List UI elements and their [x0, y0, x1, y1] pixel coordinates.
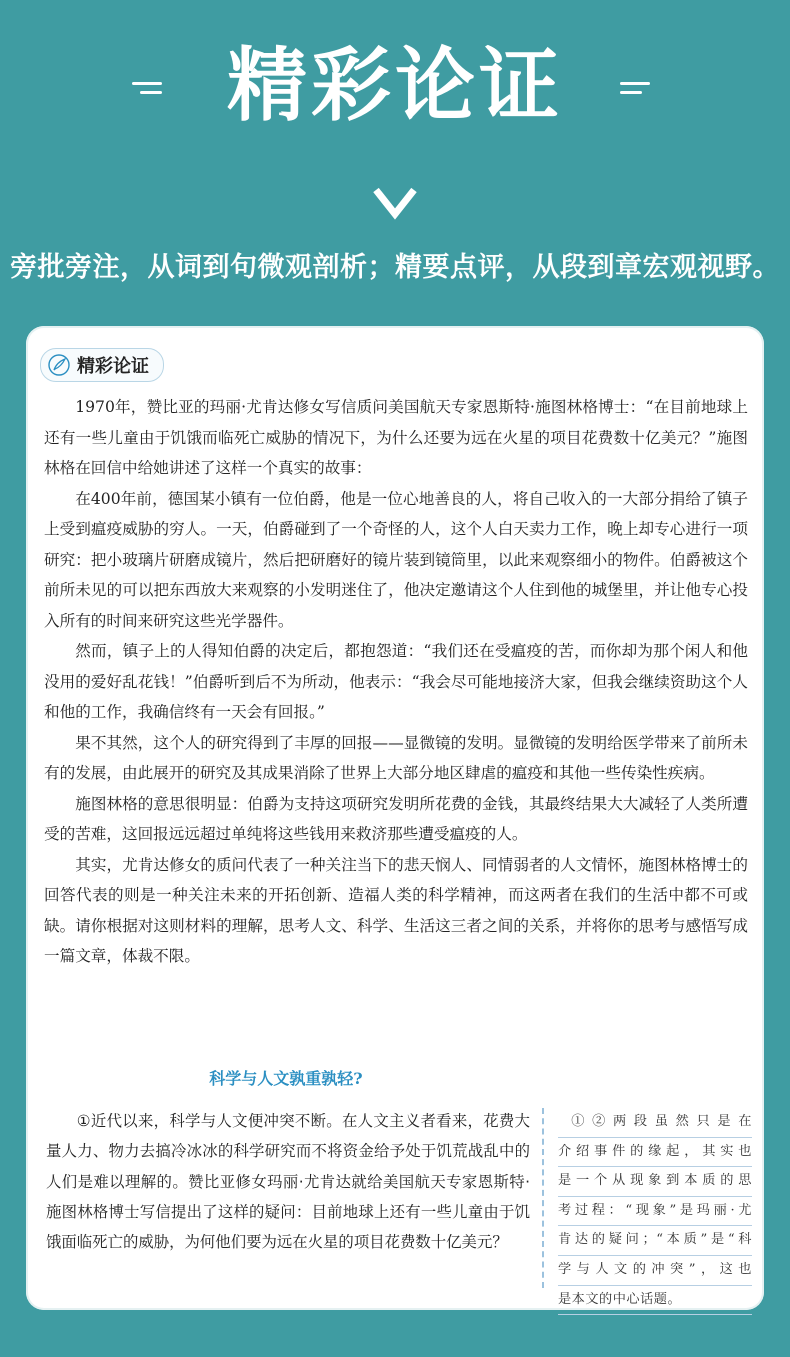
page-title: 精彩论证 — [227, 39, 563, 132]
prompt-paragraph: 其实，尤肯达修女的质问代表了一种关注当下的悲天悯人、同情弱者的人文情怀，施图林格博士的回答代表的则是一种关注未来的开拓创新、造福人类的科学精神，而这两者在我们的生活中都不可或缺。请你根据对这则材料的理解，思考人文、科学、生活这三者之间的关系，并将你的思考与感悟写成一篇文章，体裁不限。 — [44, 855, 748, 965]
essay-paragraph: ①近代以来，科学与人文便冲突不断。在人文主义者看来，花费大量人力、物力去搞冷冰冰的科学研究而不将资金给予处于饥荒战乱中的人们是难以理解的。赞比亚修女玛丽·尤肯达就给美国航天专家恩斯特·施图林格博士写信提出了这样的疑问：目前地球上还有一些儿童由于饥饿面临死亡的威胁，为何他们要为远在火星的项目花费数十亿美元？ — [46, 1112, 530, 1252]
prompt-material — [44, 392, 748, 972]
annotation-line: 学与人文的冲突”，这也 — [558, 1256, 752, 1286]
annotation-line: 是本文的中心话题。 — [558, 1286, 752, 1316]
essay-title: 科学与人文孰重孰轻? — [209, 1069, 363, 1088]
prompt-paragraph: 施图林格的意思很明显：伯爵为支持这项研究发明所花费的金钱，其最终结果大大减轻了人类所遭受的苦难，这回报远远超过单纯将这些钱用来救济那些遭受瘟疫的人。 — [44, 794, 748, 843]
annotation-line: 是一个从现象到本质的思 — [558, 1167, 752, 1197]
section-badge-label: 精彩论证 — [77, 356, 149, 377]
essay-body — [46, 1106, 530, 1257]
prompt-paragraph: 然而，镇子上的人得知伯爵的决定后，都抱怨道：“我们还在受瘟疫的苦，而你却为那个闲人和他没用的爱好乱花钱！”伯爵听到后不为所动，他表示：“我会尽可能地接济大家，但我会继续资助这个人和他的工作，我确信终有一天会有回报。” — [44, 642, 748, 721]
side-annotation — [558, 1108, 752, 1315]
prompt-paragraph: 1970年，赞比亚的玛丽·尤肯达修女写信质问美国航天专家恩斯特·施图林格博士：“在目前地球上还有一些儿童由于饥饿而临死亡威胁的情况下，为什么还要为远在火星的项目花费数十亿美元？”施图林格在回信中给她讲述了这样一个真实的故事： — [44, 398, 748, 477]
section-badge — [40, 348, 164, 382]
title-decoration-right — [620, 82, 654, 96]
quill-badge-icon — [47, 353, 71, 377]
annotation-line: ①②两段虽然只是在 — [558, 1108, 752, 1138]
page-subtitle: 旁批旁注，从词到句微观剖析；精要点评，从段到章宏观视野。 — [10, 252, 780, 283]
annotation-line: 肯达的疑问；“本质”是“科 — [558, 1226, 752, 1256]
page-header — [0, 0, 790, 320]
annotation-divider — [542, 1108, 544, 1288]
prompt-paragraph: 在400年前，德国某小镇有一位伯爵，他是一位心地善良的人，将自己收入的一大部分捐给了镇子上受到瘟疫威胁的穷人。一天，伯爵碰到了一个奇怪的人，这个人白天卖力工作，晚上却专心进行一项研究：把小玻璃片研磨成镜片，然后把研磨好的镜片装到镜筒里，以此来观察细小的物件。伯爵被这个前所未见的可以把东西放大来观察的小发明迷住了，他决定邀请这个人住到他的城堡里，并让他专心投入所有的时间来研究这些光学器件。 — [44, 489, 748, 630]
prompt-paragraph: 果不其然，这个人的研究得到了丰厚的回报——显微镜的发明。显微镜的发明给医学带来了前所未有的发展，由此展开的研究及其成果消除了世界上大部分地区肆虐的瘟疫和其他一些传染性疾病。 — [44, 733, 748, 782]
content-card — [26, 326, 764, 1310]
annotation-line: 考过程：“现象”是玛丽·尤 — [558, 1197, 752, 1227]
annotation-line: 介绍事件的缘起，其实也 — [558, 1138, 752, 1168]
chevron-down-icon — [372, 186, 418, 220]
